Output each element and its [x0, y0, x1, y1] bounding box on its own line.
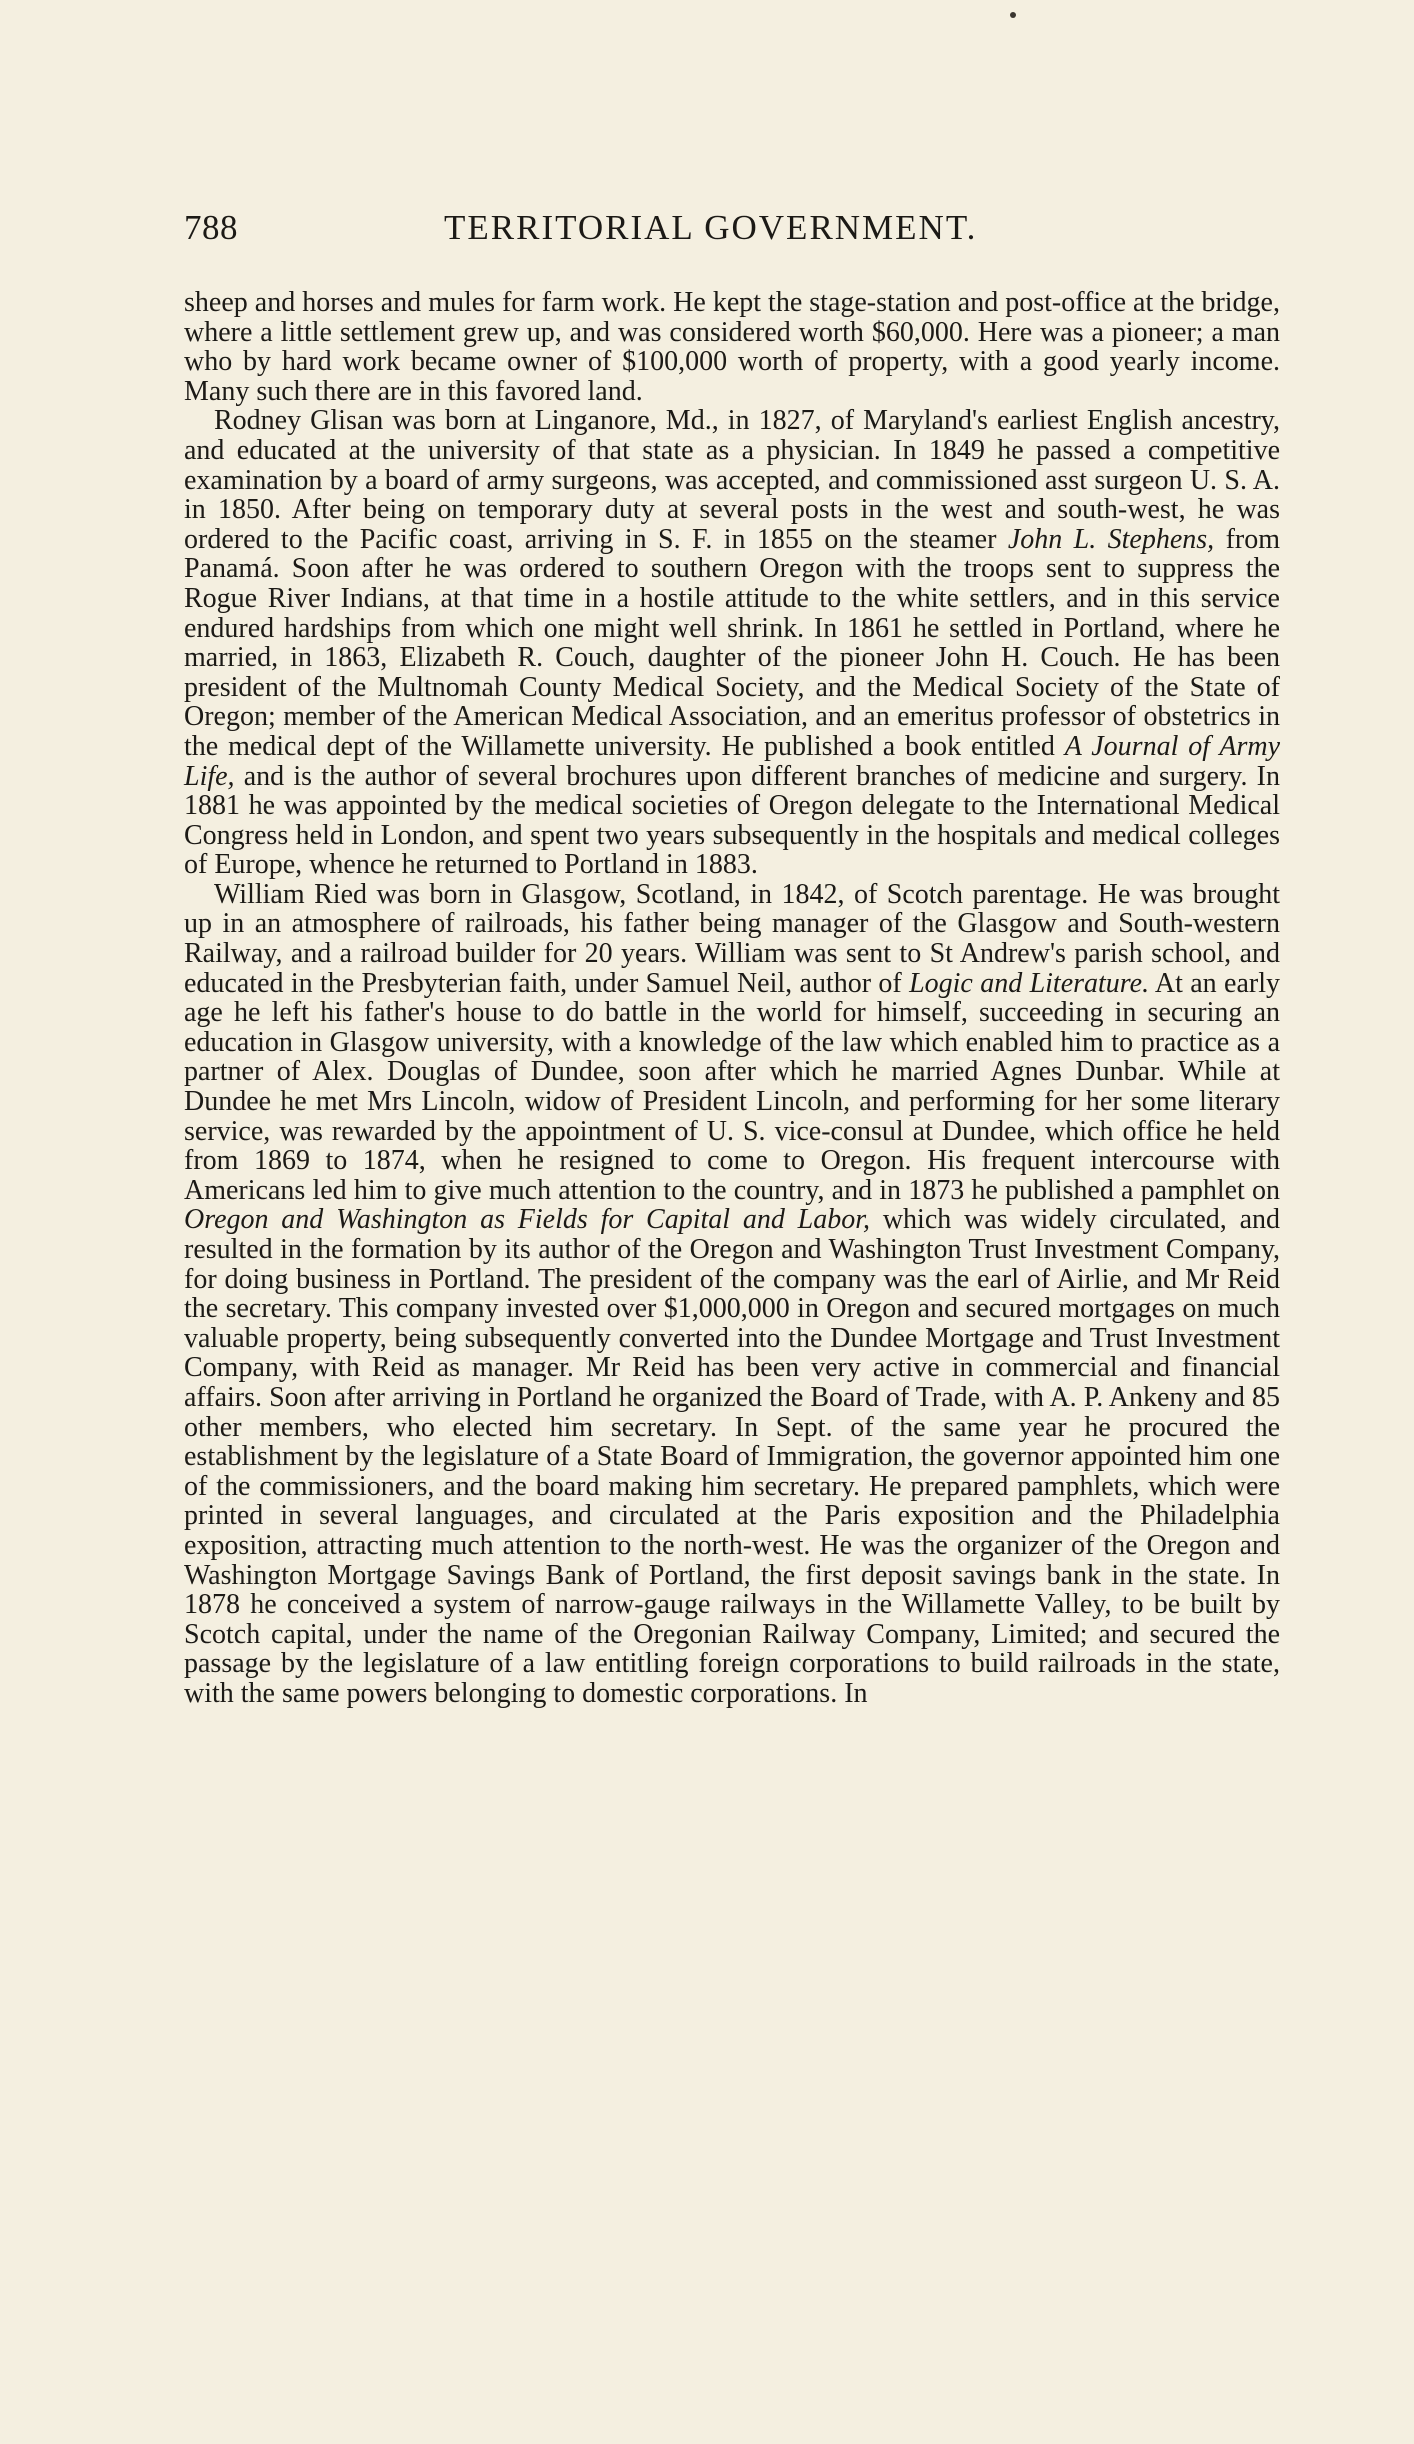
page-number: 788	[184, 208, 238, 247]
text-run: and is the author of several brochures upon different branches of medicine and surgery. In 1881 he was appointed by the medical societies of Oregon delegate to the International Medical Congress held in London, and spent two years subsequently in the hospitals and medical colleges of Europe, whence he returned to Portland in 1883.	[184, 760, 1280, 881]
italic-pamphlet-title: Oregon and Washington as Fields for Capital and Labor,	[184, 1204, 871, 1236]
italic-book-title: Logic and Literature.	[909, 967, 1150, 999]
text-run: William Ried was born in Glasgow, Scotland, in 1842, of Scotch parentage. He was brought up in an atmosphere of railroads, his father being manager of the Glasgow and South-western Railway, and a railroad builder for 20 years. William was sent to St Andrew's parish school, and educated in the Presbyterian faith, under Samuel Neil, author of	[184, 878, 1280, 999]
text-run: from Panamá. Soon after he was ordered to southern Oregon with the troops sent to suppress the Rogue River Indians, at that time in a hostile attitude to the white settlers, and in this service endured hardships from which one might well shrink. In 1861 he settled in Portland, where he married, in 1863, Elizabeth R. Couch, daughter of the pioneer John H. Couch. He has been president of the Multnomah County Medical Society, and the Medical Society of the State of Oregon; member of the American Medical Association, and an emeritus professor of obstetrics in the medical dept of the Willamette university. He published a book entitled	[184, 523, 1280, 762]
text-run: which was widely circulated, and resulted in the formation by its author of the Oregon and Washington Trust Investment Company, for doing business in Portland. The president of the company was the earl of Airlie, and Mr Reid the secretary. This company invested over $1,000,000 in Oregon and secured mortgages on much valuable property, being subsequently converted into the Dundee Mortgage and Trust Investment Company, with Reid as manager. Mr Reid has been very active in commercial and financial affairs. Soon after arriving in Portland he organized the Board of Trade, with A. P. Ankeny and 85 other members, who elected him secretary. In Sept. of the same year he procured the establishment by the legislature of a State Board of Immigration, the governor appointed him one of the commissioners, and the board making him secretary. He prepared pamphlets, which were printed in several languages, and circulated at the Paris exposition and the Philadelphia exposition, attracting much attention to the north-west. He was the organizer of the Oregon and Washington Mortgage Savings Bank of Portland, the first deposit savings bank in the state. In 1878 he conceived a system of narrow-gauge railways in the Willamette Valley, to be built by Scotch capital, under the name of the Oregonian Railway Company, Limited; and secured the passage by the legislature of a law entitling foreign corporations to build railroads in the state, with the same powers belonging to domestic corporations. In	[184, 1204, 1280, 1709]
italic-book-title: A Journal of Army Life,	[184, 730, 1280, 792]
page-header	[184, 208, 1280, 252]
paragraph-william-ried	[184, 880, 1280, 1709]
paragraph-rodney-glisan	[184, 406, 1280, 880]
ink-speck	[1010, 12, 1016, 18]
body-text	[184, 288, 1280, 1709]
italic-ship-name: John L. Stephens,	[1007, 523, 1215, 555]
running-head: TERRITORIAL GOVERNMENT.	[444, 208, 978, 247]
text-run: sheep and horses and mules for farm work. He kept the stage-station and post-office at the bridge, where a little settlement grew up, and was considered worth $60,000. Here was a pioneer; a man who by hard work became owner of $100,000 worth of property, with a good yearly income. Many such there are in this favored land.	[184, 287, 1280, 407]
paragraph-stage-station	[184, 288, 1280, 406]
text-run: At an early age he left his father's house to do battle in the world for himself, succeeding in securing an education in Glasgow university, with a knowledge of the law which enabled him to practice as a partner of Alex. Douglas of Dundee, soon after which he married Agnes Dunbar. While at Dundee he met Mrs Lincoln, widow of President Lincoln, and performing for her some literary service, was rewarded by the appointment of U. S. vice-consul at Dundee, which office he held from 1869 to 1874, when he resigned to come to Oregon. His frequent intercourse with Americans led him to give much attention to the country, and in 1873 he published a pamphlet on	[184, 967, 1280, 1206]
text-run: Rodney Glisan was born at Linganore, Md., in 1827, of Maryland's earliest English ancestry, and educated at the university of that state as a physician. In 1849 he passed a competitive examination by a board of army surgeons, was accepted, and commissioned asst surgeon U. S. A. in 1850. After being on temporary duty at several posts in the west and south-west, he was ordered to the Pacific coast, arriving in S. F. in 1855 on the steamer	[184, 405, 1280, 555]
